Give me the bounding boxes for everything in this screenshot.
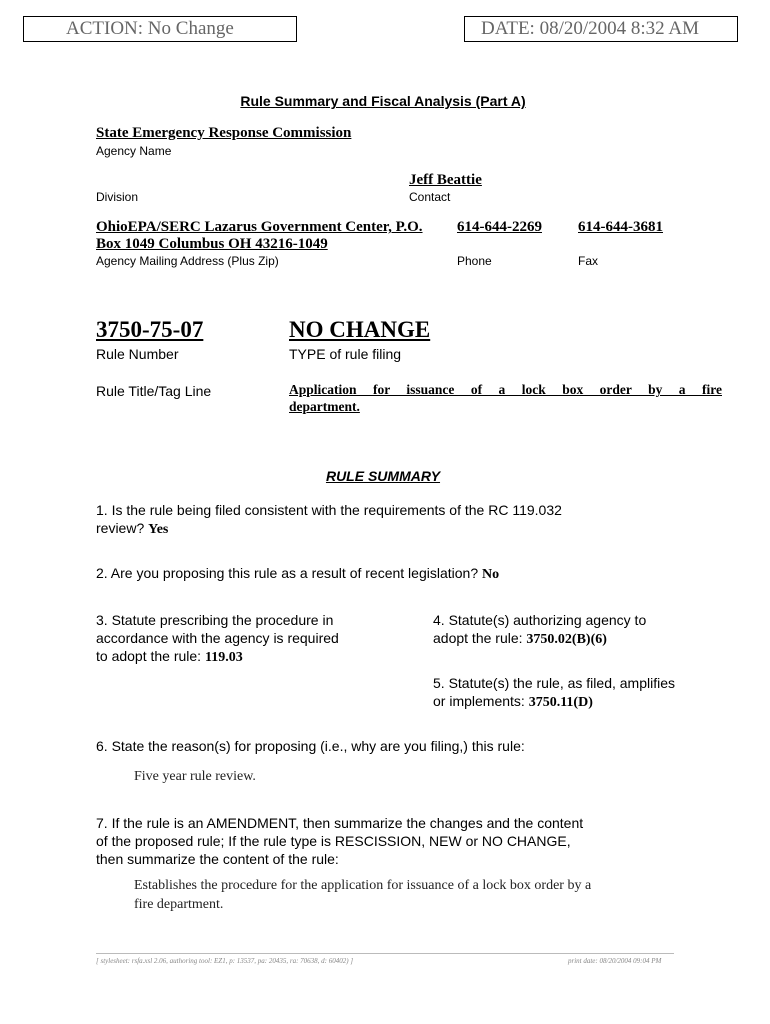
footer-divider xyxy=(96,953,674,954)
question-6: 6. State the reason(s) for proposing (i.e., why are you filing,) this rule: xyxy=(96,738,525,754)
question-3-line3: to adopt the rule: xyxy=(96,648,202,664)
phone-number: 614-644-2269 xyxy=(457,219,542,235)
phone-label: Phone xyxy=(457,254,492,268)
question-1 xyxy=(96,501,562,539)
question-4-line1: 4. Statute(s) authorizing agency to xyxy=(433,612,647,628)
action-label: ACTION: No Change xyxy=(66,18,234,39)
question-2 xyxy=(96,564,499,584)
rule-summary-heading: RULE SUMMARY xyxy=(325,468,441,484)
question-4 xyxy=(433,611,646,649)
question-1-answer: Yes xyxy=(148,522,169,537)
question-3-line2: accordance with the agency is required xyxy=(96,630,339,646)
question-4-answer: 3750.02(B)(6) xyxy=(526,632,607,647)
date-label: DATE: 08/20/2004 8:32 AM xyxy=(481,18,699,39)
rule-title-line1: Application for issuance of a lock box order by a fire xyxy=(289,382,722,397)
question-5-line2: or implements: xyxy=(433,693,525,709)
division-label: Division xyxy=(96,190,139,204)
rule-number: 3750-75-07 xyxy=(96,317,204,342)
footer-stylesheet-info: [ stylesheet: rsfa.xsl 2.06, authoring tool: EZ1, p: 13537, pa: 20435, ra: 70638, d: 60402) ] xyxy=(96,957,354,965)
mailing-address-line2: Box 1049 Columbus OH 43216-1049 xyxy=(96,236,328,252)
fax-number: 614-644-3681 xyxy=(578,219,663,235)
question-2-text: 2. Are you proposing this rule as a result of recent legislation? xyxy=(96,565,479,581)
agency-name: State Emergency Response Commission xyxy=(96,125,352,141)
agency-name-label: Agency Name xyxy=(96,144,172,158)
question-4-line2: adopt the rule: xyxy=(433,630,523,646)
question-7-line2: of the proposed rule; If the rule type is RESCISSION, NEW or NO CHANGE, xyxy=(96,833,571,849)
mailing-address-line1: OhioEPA/SERC Lazarus Government Center, P.O. xyxy=(96,219,423,235)
question-5-line1: 5. Statute(s) the rule, as filed, amplifies xyxy=(433,675,675,691)
question-7-answer-line2: fire department. xyxy=(134,897,224,912)
action-box xyxy=(23,16,297,42)
question-1-line1: 1. Is the rule being filed consistent with the requirements of the RC 119.032 xyxy=(96,502,562,518)
question-7-line3: then summarize the content of the rule: xyxy=(96,851,339,867)
contact-name: Jeff Beattie xyxy=(409,172,482,188)
question-7-answer-line1: Establishes the procedure for the application for issuance of a lock box order by a xyxy=(134,878,592,893)
question-3-line1: 3. Statute prescribing the procedure in xyxy=(96,612,334,628)
contact-label: Contact xyxy=(409,190,451,204)
question-7-answer xyxy=(134,876,591,914)
rule-title-label: Rule Title/Tag Line xyxy=(96,383,212,399)
rule-filing-type: NO CHANGE xyxy=(289,317,431,342)
question-5-answer: 3750.11(D) xyxy=(528,695,593,710)
question-1-line2: review? xyxy=(96,520,145,536)
fax-label: Fax xyxy=(578,254,599,268)
question-5 xyxy=(433,674,675,712)
question-7-line1: 7. If the rule is an AMENDMENT, then summarize the changes and the content xyxy=(96,815,584,831)
question-3-answer: 119.03 xyxy=(204,650,243,665)
rule-title-line2: department. xyxy=(289,399,360,414)
question-2-answer: No xyxy=(482,567,500,582)
page-title: Rule Summary and Fiscal Analysis (Part A) xyxy=(240,93,526,109)
rule-type-label: TYPE of rule filing xyxy=(289,346,402,362)
question-6-answer: Five year rule review. xyxy=(134,769,256,784)
mailing-address-label: Agency Mailing Address (Plus Zip) xyxy=(96,254,279,268)
date-box xyxy=(464,16,738,42)
footer-print-date: print date: 08/20/2004 09:04 PM xyxy=(568,957,662,965)
question-7 xyxy=(96,814,583,868)
question-3 xyxy=(96,611,339,667)
rule-number-label: Rule Number xyxy=(96,346,179,362)
